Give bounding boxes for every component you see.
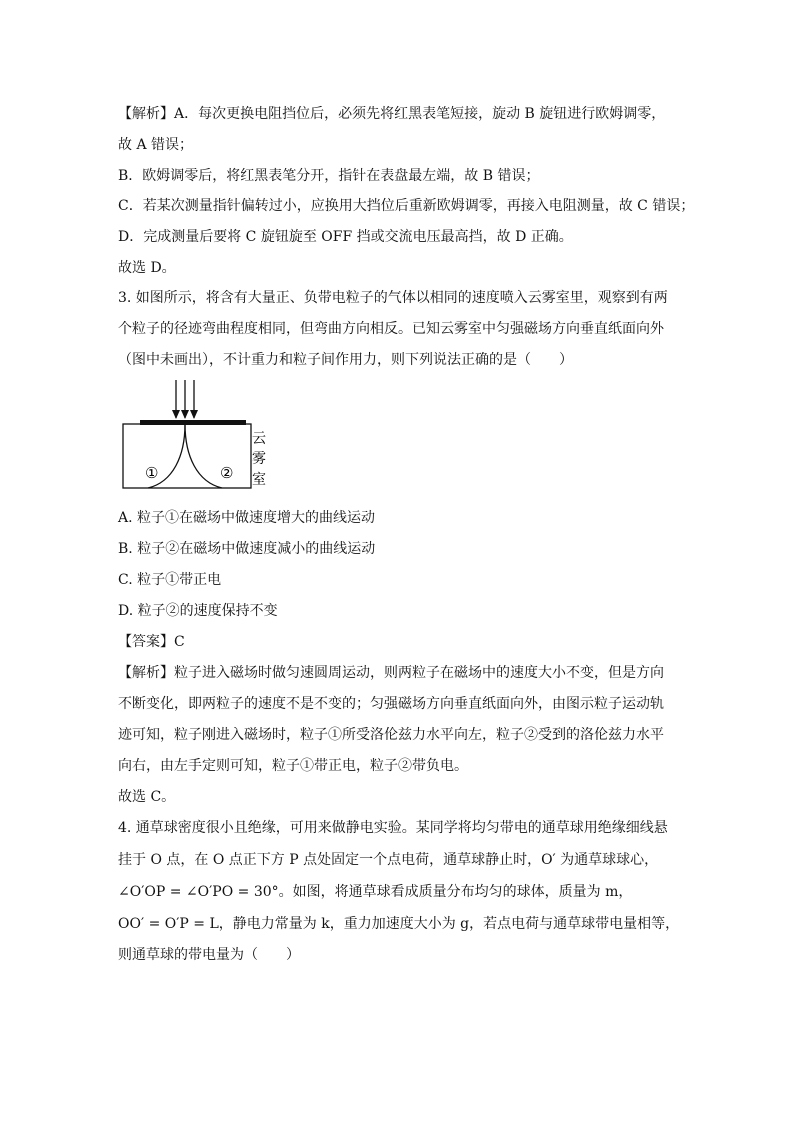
text-line: 【解析】A．每次更换电阻挡位后，必须先将红黑表笔短接，旋动 B 旋钮进行欧姆调零， [118, 106, 666, 122]
text-line: B．欧姆调零后，将红黑表笔分开，指针在表盘最左端，故 B 错误； [118, 168, 540, 184]
text-line: 则通草球的带电量为（ ） [118, 947, 300, 963]
text-line: D．完成测量后要将 C 旋钮旋至 OFF 挡或交流电压最高挡，故 D 正确。 [118, 229, 573, 245]
option-c: C. 粒子①带正电 [118, 572, 222, 588]
text-line: 故选 C。 [118, 789, 176, 805]
entry-plate [140, 420, 246, 425]
text-line: 挂于 O 点，在 O 点正下方 P 点处固定一个点电荷，通草球静止时，O′ 为通草球球心， [118, 852, 659, 868]
arrow-head [181, 410, 189, 419]
question-4-stem: 4. 通草球密度很小且绝缘，可用来做静电实验。某同学将均匀带电的通草球用绝缘细线悬 [118, 820, 668, 836]
text-line: 不断变化，即两粒子的速度不是不变的；匀强磁场方向垂直纸面向外，由图示粒子运动轨 [118, 696, 664, 712]
option-a: A. 粒子①在磁场中做速度增大的曲线运动 [118, 510, 376, 526]
text-line: C．若某次测量指针偏转过小，应换用大挡位后重新欧姆调零，再接入电阻测量，故 C 错误； [118, 198, 695, 214]
option-d: D. 粒子②的速度保持不变 [118, 603, 278, 619]
cloud-chamber-diagram [118, 378, 278, 493]
text-line: 故选 D。 [118, 260, 176, 276]
arrow-head [172, 410, 180, 419]
text-line: （图中未画出），不计重力和粒子间作用力，则下列说法正确的是（ ） [118, 352, 573, 368]
chamber-label-char: 雾 [252, 451, 266, 467]
text-line: 个粒子的径迹弯曲程度相同，但弯曲方向相反。已知云雾室中匀强磁场方向垂直纸面向外 [118, 321, 664, 337]
text-line: 迹可知，粒子刚进入磁场时，粒子①所受洛伦兹力水平向左，粒子②受到的洛伦兹力水平 [118, 727, 664, 743]
chamber-label-char: 室 [252, 472, 266, 488]
particle-1-label: ① [145, 464, 159, 482]
text-line: 故 A 错误； [118, 137, 194, 153]
text-line: 【解析】粒子进入磁场时做匀速圆周运动，则两粒子在磁场中的速度大小不变，但是方向 [118, 665, 664, 681]
answer-label: 【答案】C [118, 634, 185, 650]
chamber-label-char: 云 [252, 431, 266, 447]
particle-2-label: ② [220, 464, 234, 482]
option-b: B. 粒子②在磁场中做速度减小的曲线运动 [118, 541, 376, 557]
question-3-stem: 3. 如图所示，将含有大量正、负带电粒子的气体以相同的速度喷入云雾室里，观察到有两 [118, 290, 668, 306]
text-line: 向右，由左手定则可知，粒子①带正电，粒子②带负电。 [118, 758, 468, 774]
text-line: OO′ = O′P = L，静电力常量为 k，重力加速度大小为 g，若点电荷与通草球带电量相等， [118, 916, 680, 932]
particle-2-track [185, 424, 222, 488]
text-line: ∠O′OP = ∠O′PO = 30°。如图，将通草球看成质量分布均匀的球体，质量为 m， [118, 884, 633, 900]
arrow-head [190, 410, 198, 419]
